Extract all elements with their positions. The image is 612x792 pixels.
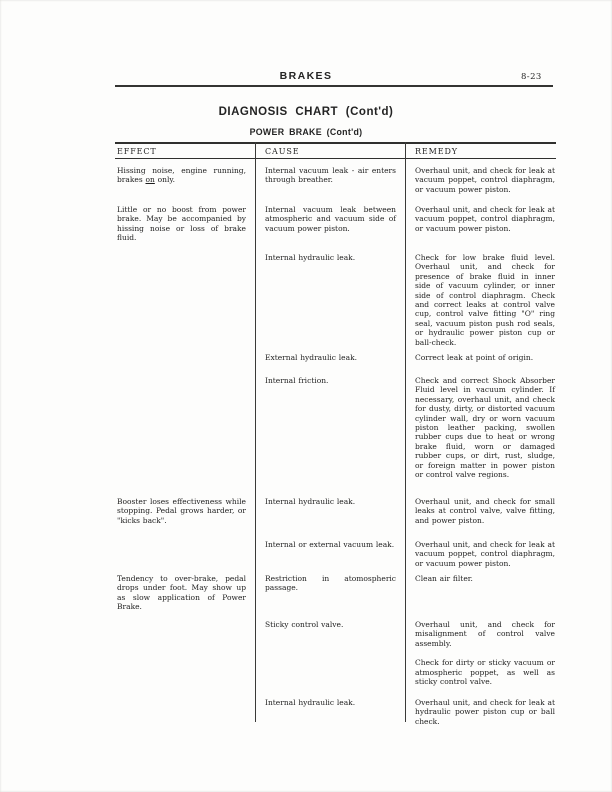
table-row — [115, 376, 556, 479]
header-rule — [115, 85, 553, 87]
effect-text: only. — [154, 175, 175, 185]
table-row — [115, 253, 556, 347]
chart-subtitle: POWER BRAKE (Cont'd) — [249, 127, 363, 137]
cause-cell: Internal vacuum leak between atmospheric and vacuum side of vacuum power piston. — [265, 205, 396, 233]
table-row — [115, 497, 556, 525]
cause-cell: Internal hydraulic leak. — [265, 698, 356, 707]
effect-underlined-word: on — [145, 175, 155, 185]
table-header-rule — [115, 158, 556, 159]
table-column-headers — [115, 147, 556, 156]
remedy-paragraph: Check for dirty or sticky vacuum or atmospheric poppet, as well as sticky control valve. — [415, 658, 555, 687]
cause-cell: Internal or external vacuum leak. — [265, 540, 395, 549]
remedy-cell: Overhaul unit, and check for leak at vacuum poppet, control diaphragm, or vacuum power piston. — [415, 166, 555, 194]
effect-cell: Little or no boost from power brake. May be accompanied by hissing noise or loss of brake fluid. — [117, 205, 246, 243]
column-header-effect: EFFECT — [117, 147, 157, 156]
cause-cell: Internal hydraulic leak. — [265, 497, 356, 506]
remedy-cell: Check for low brake fluid level. Overhaul unit, and check for presence of brake fluid in inner side of vacuum cylinder, or inner side of control diaphragm. Check and correct leaks at control valve cup, control valve fitting "O" ring seal, vacuum piston push rod seals, or hydraulic power piston cup or ball-check. — [415, 253, 555, 347]
cause-cell: Sticky control valve. — [265, 620, 344, 629]
cause-cell: Internal vacuum leak - air enters through breather. — [265, 166, 396, 185]
remedy-paragraph: Overhaul unit, and check for misalignment of control valve assembly. — [415, 620, 555, 648]
table-row — [115, 574, 556, 612]
cause-cell: External hydraulic leak. — [265, 353, 358, 362]
remedy-cell: Overhaul unit, and check for small leaks at control valve, valve fitting, and power piston. — [415, 497, 555, 525]
table-row — [115, 620, 556, 686]
remedy-cell: Overhaul unit, and check for leak at hydraulic power piston cup or ball check. — [415, 698, 555, 726]
effect-cell: Tendency to over-brake, pedal drops under foot. May show up as slow application of Power Brake. — [117, 574, 246, 612]
effect-cell: Booster loses effectiveness while stopping. Pedal grows harder, or "kicks back". — [117, 497, 246, 525]
table-row — [115, 540, 556, 568]
chart-title: DIAGNOSIS CHART (Cont'd) — [218, 106, 394, 118]
remedy-cell: Clean air filter. — [415, 574, 473, 583]
cause-cell: Internal hydraulic leak. — [265, 253, 356, 262]
table-row — [115, 353, 556, 362]
column-header-cause: CAUSE — [265, 147, 300, 156]
effect-text: Hissing noise, engine running, brakes — [117, 166, 246, 185]
cause-cell: Restriction in atomospheric passage. — [265, 574, 396, 593]
remedy-cell: Check and correct Shock Absorber Fluid level in vacuum cylinder. If necessary, overhaul unit, and check for dusty, dirty, or distorted vacuum cylinder wall, dry or worn vacuum piston leather packing, swollen rubber cups due to heat or wrong brake fluid, worn or damaged rubber cups, or dirt, rust, sludge, or foreign matter in power piston or control valve regions. — [415, 376, 555, 480]
table-row — [115, 166, 556, 194]
table-top-rule — [115, 142, 556, 144]
table-row — [115, 205, 556, 243]
remedy-cell: Overhaul unit, and check for leak at vacuum poppet, control diaphragm, or vacuum power piston. — [415, 205, 555, 233]
table-row — [115, 698, 556, 726]
remedy-cell: Correct leak at point of origin. — [415, 353, 534, 362]
remedy-cell: Overhaul unit, and check for leak at vacuum poppet, control diaphragm, or vacuum power piston. — [415, 540, 555, 568]
remedy-cell — [405, 620, 556, 686]
section-title: BRAKES — [279, 70, 333, 82]
page-number: 8-23 — [521, 72, 542, 82]
effect-cell — [115, 166, 255, 185]
column-header-remedy: REMEDY — [415, 147, 458, 156]
cause-cell: Internal friction. — [265, 376, 329, 385]
